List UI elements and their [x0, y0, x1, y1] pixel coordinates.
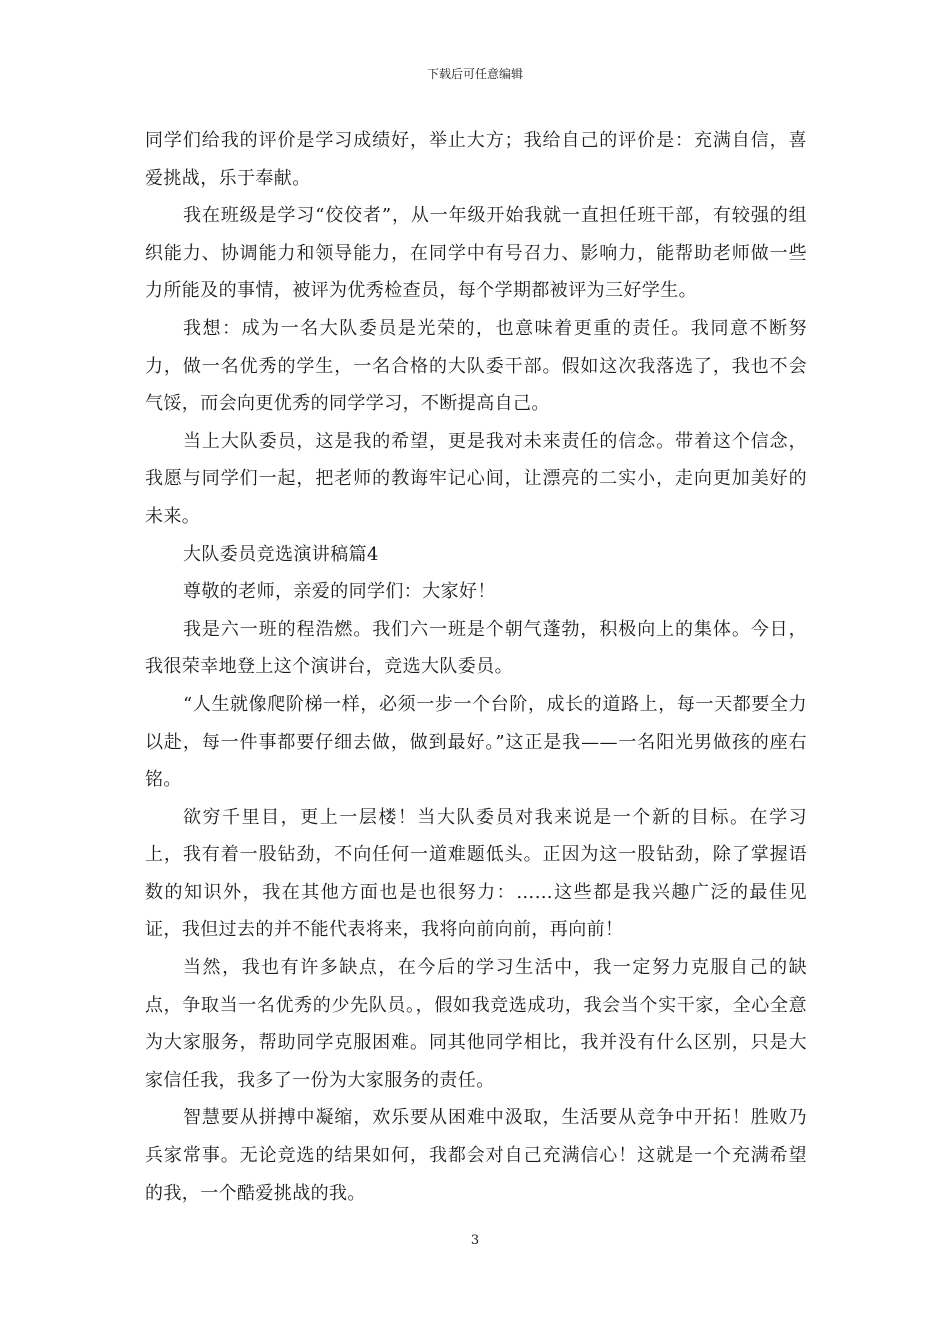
paragraph-11: 智慧要从拼搏中凝缩，欢乐要从困难中汲取，生活要从竞争中开拓！胜败乃兵家常事。无论竞选的结果如何，我都会对自己充满信心！这就是一个充满希望的我，一个酷爱挑战的我。	[145, 1107, 807, 1204]
document-body	[145, 122, 807, 1212]
page-number: 3	[470, 1233, 480, 1248]
page-header: 下载后可任意编辑	[426, 67, 523, 81]
paragraph-4: 当上大队委员，这是我的希望，更是我对未来责任的信念。带着这个信念，我愿与同学们一起，把老师的教诲牢记心间，让漂亮的二实小，走向更加美好的未来。	[145, 430, 807, 527]
paragraph-7: 我是六一班的程浩燃。我们六一班是个朝气蓬勃，积极向上的集体。今日，我很荣幸地登上这个演讲台，竞选大队委员。	[145, 618, 807, 678]
paragraph-10: 当然，我也有许多缺点，在今后的学习生活中，我一定努力克服自己的缺点，争取当一名优秀的少先队员。，假如我竞选成功，我会当个实干家，全心全意为大家服务，帮助同学克服困难。同其他同学相比，我并没有什么区别，只是大家信任我，我多了一份为大家服务的责任。	[145, 957, 807, 1091]
paragraph-9: 欲穷千里目，更上一层楼！当大队委员对我来说是一个新的目标。在学习上，我有着一股钻劲，不向任何一道难题低头。正因为这一股钻劲，除了掌握语数的知识外，我在其他方面也是也很努力：……这些都是我兴趣广泛的最佳见证，我但过去的并不能代表将来，我将向前向前，再向前！	[145, 806, 807, 941]
paragraph-3: 我想：成为一名大队委员是光荣的，也意味着更重的责任。我同意不断努力，做一名优秀的学生，一名合格的大队委干部。假如这次我落选了，我也不会气馁，而会向更优秀的同学学习，不断提高自己。	[145, 317, 807, 415]
paragraph-2: 我在班级是学习“佼佼者”，从一年级开始我就一直担任班干部，有较强的组织能力、协调能力和领导能力，在同学中有号召力、影响力，能帮助老师做一些力所能及的事情，被评为优秀检查员，每个学期都被评为三好学生。	[145, 205, 807, 302]
paragraph-1: 同学们给我的评价是学习成绩好，举止大方；我给自己的评价是：充满自信，喜爱挑战，乐于奉献。	[145, 130, 807, 189]
section-heading: 大队委员竞选演讲稿篇4	[183, 543, 379, 565]
paragraph-8: “人生就像爬阶梯一样，必须一步一个台阶，成长的道路上，每一天都要全力以赴，每一件事都要仔细去做，做到最好。”这正是我——一名阳光男做孩的座右铭。	[145, 693, 807, 791]
greeting: 尊敬的老师，亲爱的同学们：大家好！	[183, 581, 496, 603]
